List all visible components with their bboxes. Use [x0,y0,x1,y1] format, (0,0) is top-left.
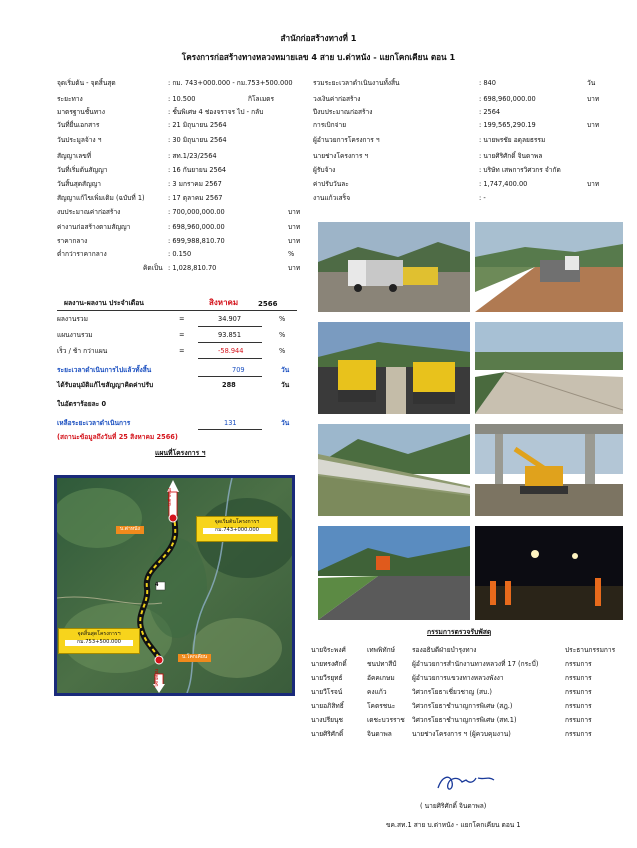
info-label: งบประมาณค่าก่อสร้าง [57,208,121,216]
penalty-label: ในอัตราร้อยละ 0 [57,400,107,408]
member-last-name: จินดาพล [367,730,392,738]
info-label: ค่าปรับวันละ [313,180,349,188]
progress-underline [198,326,262,327]
info-value: : ชั้นพิเศษ 4 ช่องจราจร ไป - กลับ [168,108,264,116]
progress-label: แผนงานรวม [57,331,93,339]
member-last-name: ชนปทาสีป์ [367,660,397,668]
progress-month: สิงหาคม [209,298,239,307]
right-info-row [313,153,613,164]
left-info-row [57,80,307,91]
map-title: แผนที่โครงการ ฯ [155,449,206,457]
footer-note: ขค.สท.1 สาย บ.ต่าหนัง - แยกโคกเคียน ตอน 1 [386,821,521,829]
member-role: กรรมการ [565,730,592,738]
progress-unit: % [279,331,286,339]
progress-row [57,332,297,343]
start-marker-icon [169,514,177,522]
map-route-overlay [57,478,292,693]
member-last-name: เดชะบวรราช [367,716,405,724]
left-info-row [57,181,307,192]
info-label: ปีงบประมาณก่อสร้าง [313,108,373,116]
left-info-row [57,238,307,249]
member-position: ผู้อำนวยการแขวงทางหลวงพังงา [412,674,504,682]
info-value: : กม. 743+000.000 - กม.753+500.000 [168,79,293,87]
member-first-name: นายทรงศักดิ์ [311,660,347,668]
progress-divider [57,310,297,311]
info-label: ค่างานก่อสร้างตามสัญญา [57,223,131,231]
left-info-row [57,209,307,220]
member-last-name: โคตรชนะ [367,702,396,710]
info-label: สัญญาเลขที่ [57,152,92,160]
remain-value: 131 [224,419,237,427]
info-value: : สท.1/23/2564 [168,152,217,160]
info-label: ผู้อำนวยการโครงการ ฯ [313,136,380,144]
photo-milling-trucks [318,222,470,312]
info-unit: บาท [587,95,600,103]
info-label: จุดเริ่มต้น - จุดสิ้นสุด [57,79,116,87]
member-first-name: นางปรียนุช [311,716,344,724]
info-value: : นายศิริศักดิ์ จินดาพล [479,152,543,160]
progress-underline [198,342,262,343]
committee-row [311,647,631,659]
arrow-bottom-label: โคกเคียน [155,669,160,688]
committee-row [311,703,631,715]
member-last-name: เทพพิทักษ์ [367,646,395,654]
start-callout [196,516,278,542]
info-label: สัญญาแก้ไขเพิ่มเติม (ฉบับที่ 1) [57,194,145,202]
progress-value: 93.851 [218,331,242,339]
info-value: : 698,960,000.00 [479,95,536,103]
member-last-name: อัคคเกษม [367,674,395,682]
left-info-row [57,195,307,206]
start-callout-label: จุดเริ่มต้นโครงการฯ [214,519,260,525]
end-callout-km: กม.753+500.000 [65,640,133,646]
member-role: กรรมการ [565,702,592,710]
member-first-name: นายวีโรจน์ [311,688,343,696]
info-value: : - [479,194,486,202]
right-info-row [313,195,613,206]
member-first-name: นายวีรยุทธ์ [311,674,343,682]
info-unit: วัน [587,79,596,87]
start-callout-km: กม.743+000.000 [203,528,271,534]
member-role: กรรมการ [565,688,592,696]
member-role: กรรมการ [565,674,592,682]
info-value: : นายพรชัย อดุลยธรรม [479,136,546,144]
extension-unit: วัน [281,381,290,389]
town-top-tag: บ.ต่าหนัง [116,526,144,534]
info-label: วันที่ยื่นเอกสาร [57,121,100,129]
info-value: : 1,028,810.70 [168,264,217,272]
member-position: นายช่างโครงการ ฯ (ผู้ควบคุมงาน) [412,730,511,738]
photo-road-sign [318,526,470,620]
photo-night-work [475,526,623,620]
extension-label: ได้รับอนุมัติแก้ไขสัญญาคิดค่าปรับ [57,381,154,389]
progress-unit: % [279,347,286,355]
info-label: วันประมูลจ้าง ฯ [57,136,102,144]
left-info-row [57,265,307,276]
photo-concrete-barrier [318,424,470,516]
progress-value: 34.907 [218,315,242,323]
info-value: : 1,747,400.00 [479,180,528,188]
member-position: วิศวกรโยธาเชี่ยวชาญ (สบ.) [412,688,492,696]
signer-name: ( นายศิริศักดิ์ จินดาพล) [420,802,487,810]
left-info-row [57,167,307,178]
info-value: : บริษัท เสพการวิศวกร จำกัด [479,166,561,174]
right-info-row [313,122,613,133]
extension-value: 288 [222,381,236,389]
route-number: 4 [155,582,159,588]
elapsed-label: ระยะเวลาดำเนินการไปแล้วทั้งสิ้น [57,366,152,374]
info-value: : 10.500 [168,95,196,103]
end-callout-label: จุดสิ้นสุดโครงการฯ [77,631,121,637]
info-label: ผู้รับจ้าง [313,166,336,174]
info-value: : 21 มิถุนายน 2564 [168,121,227,129]
info-unit: บาท [587,180,600,188]
remain-label: เหลือระยะเวลาดำเนินการ [57,419,131,427]
progress-underline [198,358,262,359]
left-info-row [57,251,307,262]
committee-row [311,661,631,673]
right-info-row [313,80,613,91]
elapsed-underline [198,376,262,377]
info-unit: บาท [288,223,301,231]
left-info-row [57,153,307,164]
info-label: ต่ำกว่าราคากลาง [57,250,107,258]
left-info-row [57,224,307,235]
progress-unit: % [279,315,286,323]
info-value: : 698,960,000.00 [168,223,225,231]
info-label: วันที่เริ่มต้นสัญญา [57,166,108,174]
member-position: ผู้อำนวยการสำนักงานทางหลวงที่ 17 (กระบี่) [412,660,539,668]
member-first-name: นายอภิสิทธิ์ [311,702,344,710]
info-label: มาตรฐานชั้นทาง [57,108,105,116]
info-value: : 840 [479,79,496,87]
end-callout [58,628,140,654]
info-value: : 0.150 [168,250,192,258]
arrow-top-label: บ.ต่าหนัง [168,488,173,506]
committee-row [311,731,631,743]
signature-image [428,770,508,796]
info-value: : 16 กันยายน 2564 [168,166,227,174]
progress-row [57,348,297,359]
member-first-name: นายศิริศักดิ์ [311,730,344,738]
member-position: วิศวกรโยธาชำนาญการพิเศษ (สท.1) [412,716,517,724]
progress-equals: = [179,315,185,323]
remain-unit: วัน [281,419,290,427]
right-info-row [313,181,613,192]
info-label: วงเงินค่าก่อสร้าง [313,95,361,103]
info-value: : 699,988,810.70 [168,237,225,245]
info-value: : 199,565,290.19 [479,121,536,129]
photo-excavator-bridge [475,424,623,516]
info-unit: บาท [288,237,301,245]
office-title: สำนักก่อสร้างทางที่ 1 [280,33,357,43]
end-marker-icon [155,656,163,664]
info-label: การเบิกจ่าย [313,121,347,129]
member-position: รองอธิบดีฝ่ายบำรุงทาง [412,646,477,654]
status-note: (สถานะข้อมูลถึงวันที่ 25 สิงหาคม 2566) [57,433,178,441]
info-value: : 700,000,000.00 [168,208,225,216]
progress-equals: = [179,331,185,339]
committee-row [311,675,631,687]
member-position: วิศวกรโยธาชำนาญการพิเศษ (สฎ.) [412,702,513,710]
left-info-row [57,137,307,148]
photo-rollers [318,322,470,414]
progress-heading: ผลงาน-ผลงาน ประจำเดือน [64,299,144,307]
info-label: งานแก้วเสร็จ [313,194,351,202]
info-unit: บาท [288,264,301,272]
town-bottom-tag: บ.โคกเคียน [178,654,211,662]
photo-concrete-slab [475,322,623,414]
committee-row [311,689,631,701]
member-role: กรรมการ [565,716,592,724]
photo-water-truck [475,222,623,312]
info-value: : 17 ตุลาคม 2567 [168,194,223,202]
committee-title: กรรมการตรวจรับพัสดุ [427,628,492,636]
progress-equals: = [179,347,185,355]
info-unit: บาท [288,208,301,216]
progress-year: 2566 [258,300,278,308]
right-info-row [313,167,613,178]
info-unit: กิโลเมตร [248,95,274,103]
member-first-name: นายจิระพงศ์ [311,646,346,654]
progress-row [57,316,297,327]
project-title: โครงการก่อสร้างทางหลวงหมายเลข 4 สาย บ.ต่าหนัง - แยกโคกเคียน ตอน 1 [181,52,456,62]
progress-label: ผลงานรวม [57,315,88,323]
right-info-row [313,137,613,148]
info-label: คิดเป็น [143,264,163,272]
right-info-row [313,96,613,107]
info-value: : 2564 [479,108,501,116]
left-info-row [57,109,307,120]
info-unit: บาท [587,121,600,129]
info-label: รวมระยะเวลาดำเนินงานทั้งสิ้น [313,79,400,87]
member-role: ประธานกรรมการ [565,646,616,654]
info-value: : 30 มิถุนายน 2564 [168,136,227,144]
left-info-row [57,122,307,133]
remain-underline [198,429,262,430]
member-role: กรรมการ [565,660,592,668]
info-unit: % [288,250,295,258]
elapsed-value: 709 [232,366,245,374]
right-info-row [313,109,613,120]
progress-label: เร็ว / ช้า กว่าแผน [57,347,108,355]
committee-row [311,717,631,729]
info-value: : 3 มกราคม 2567 [168,180,222,188]
info-label: ระยะทาง [57,95,83,103]
elapsed-unit: วัน [281,366,290,374]
info-label: วันสิ้นสุดสัญญา [57,180,102,188]
progress-value: -58.944 [218,347,244,355]
left-info-row [57,96,307,107]
member-last-name: คงแก้ว [367,688,387,696]
info-label: ราคากลาง [57,237,88,245]
info-label: นายช่างโครงการ ฯ [313,152,369,160]
